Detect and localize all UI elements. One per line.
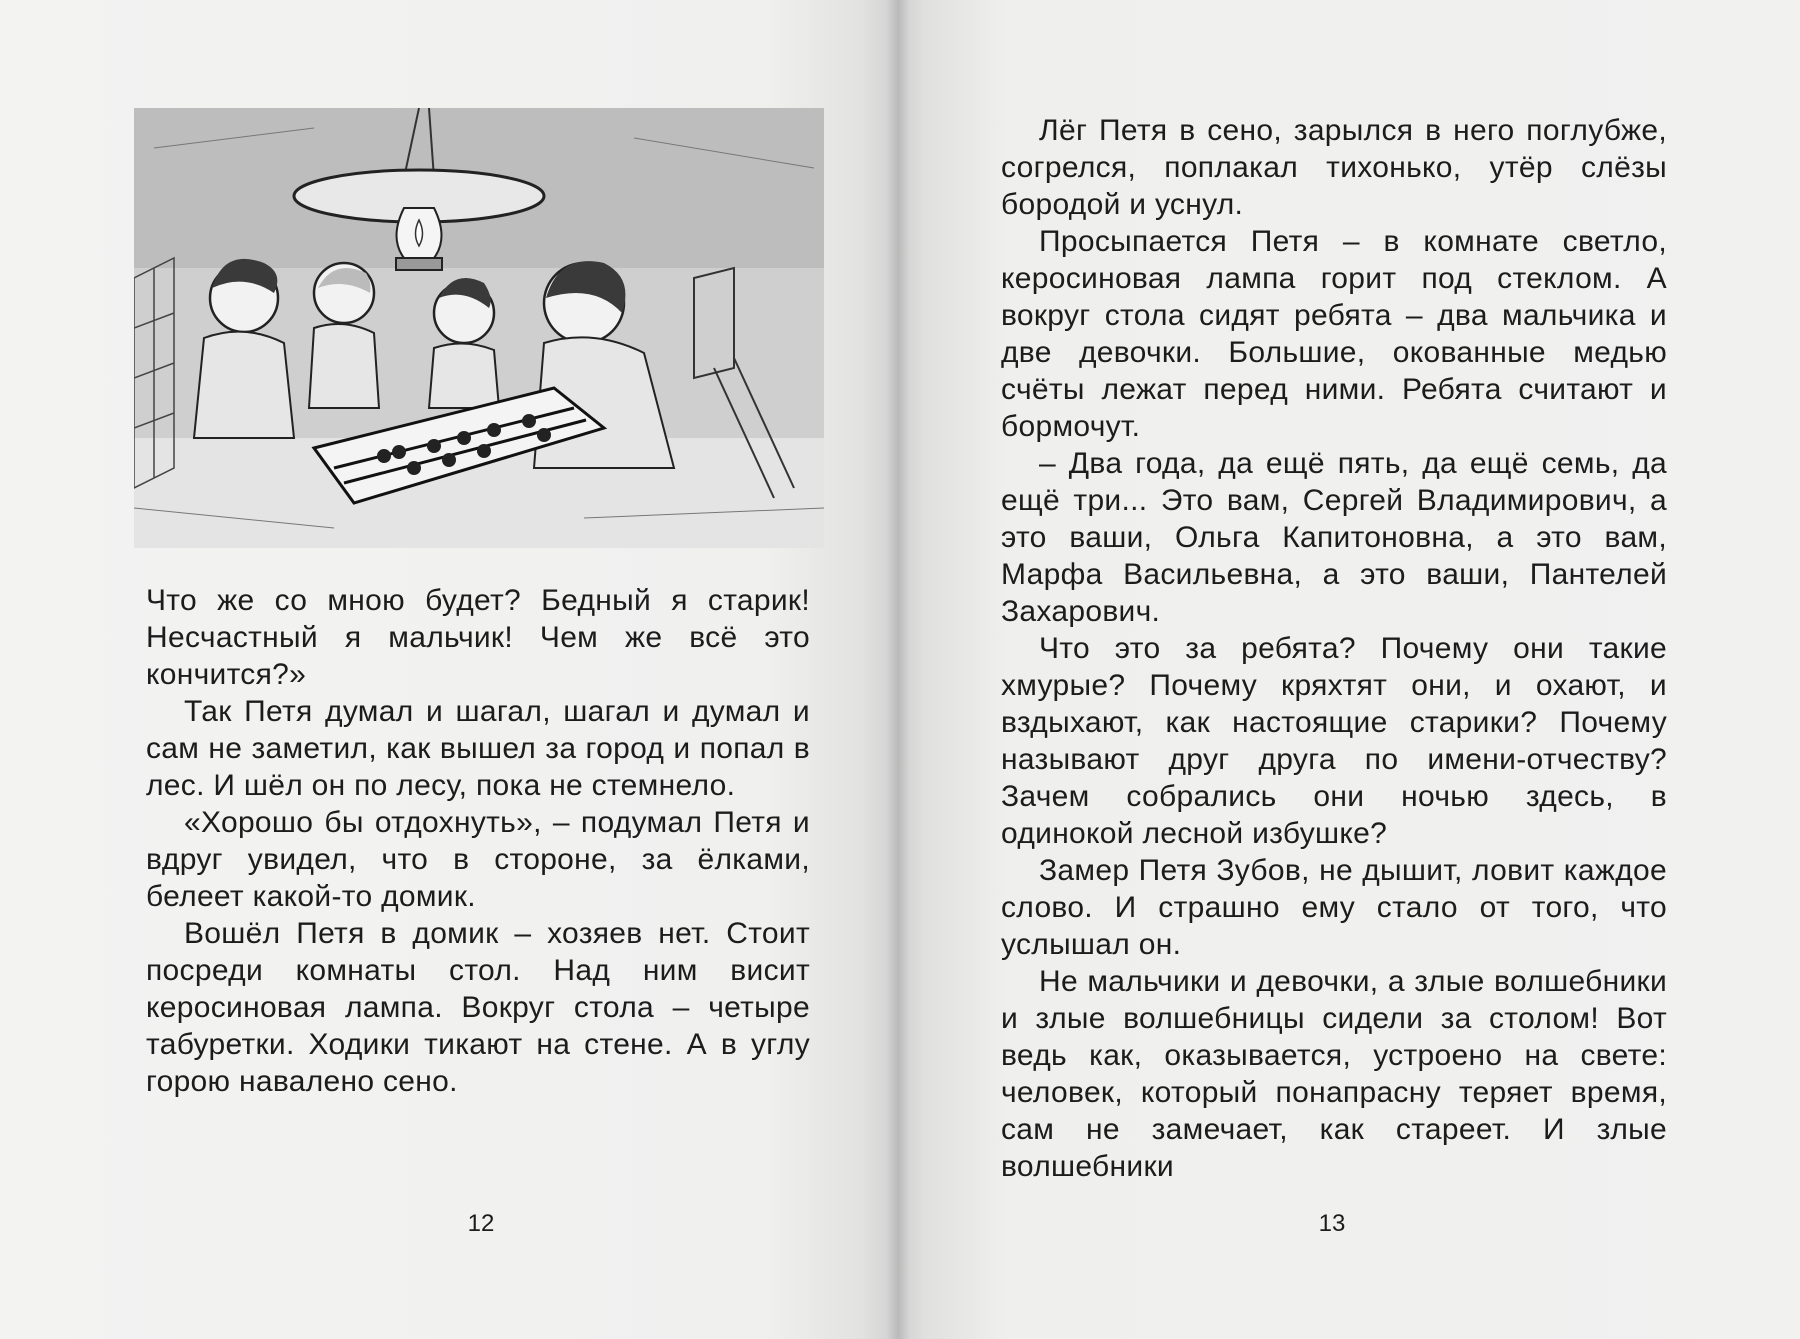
left-page [0, 0, 898, 1339]
paragraph: Просыпается Петя – в комнате светло, керосиновая лампа горит под стеклом. А вокруг стола сидят ребята – два мальчика и две девочки. Большие, окованные медью счёты лежат перед ними. Ребята считают и бормочут. [1001, 225, 1667, 443]
paragraph: Лёг Петя в сено, зарылся в него поглубже, согрелся, поплакал тихонько, утёр слёзы бородой и уснул. [1001, 114, 1667, 221]
book-gutter-shadow [886, 0, 910, 1339]
page-number: 12 [467, 1210, 495, 1237]
paragraph: Что же со мною будет? Бедный я старик! Несчастный я мальчик! Чем же всё это кончится?» [146, 584, 810, 691]
paragraph: «Хорошо бы отдохнуть», – подумал Петя и вдруг увидел, что в стороне, за ёлками, белеет какой-то домик. [146, 806, 810, 913]
paragraph: Не мальчики и девочки, а злые волшебники и злые волшебницы сидели за столом! Вот ведь как, оказывается, устроено на свете: человек, который понапрасну теряет время, сам не замечает, как стареет. И злые волшебники [1001, 965, 1667, 1183]
paragraph: Что это за ребята? Почему они такие хмурые? Почему кряхтят они, и охают, и вздыхают, как настоящие старики? Почему называют друг друга по имени-отчеству? Зачем собрались они ночью здесь, в одинокой лесной избушке? [1001, 632, 1667, 850]
right-page-text [1001, 112, 1667, 1185]
paragraph: Вошёл Петя в домик – хозяев нет. Стоит посреди комнаты стол. Над ним висит керосиновая лампа. Вокруг стола – четыре табуретки. Ходики тикают на стене. А в углу горою навалено сено. [146, 917, 810, 1098]
paragraph: – Два года, да ещё пять, да ещё семь, да ещё три... Это вам, Сергей Владимирович, а это ваши, Ольга Капитоновна, а это вам, Марфа Васильевна, а это ваши, Пантелей Захарович. [1001, 447, 1667, 628]
left-page-text [146, 582, 810, 1100]
right-page [898, 0, 1800, 1339]
paragraph: Так Петя думал и шагал, шагал и думал и сам не заметил, как вышел за город и попал в лес. И шёл он по лесу, пока не стемнело. [146, 695, 810, 802]
children-with-abacus-under-kerosene-lamp-illustration [134, 108, 824, 548]
page-number: 13 [1318, 1210, 1346, 1237]
paragraph: Замер Петя Зубов, не дышит, ловит каждое слово. И страшно ему стало от того, что услышал он. [1001, 854, 1667, 961]
